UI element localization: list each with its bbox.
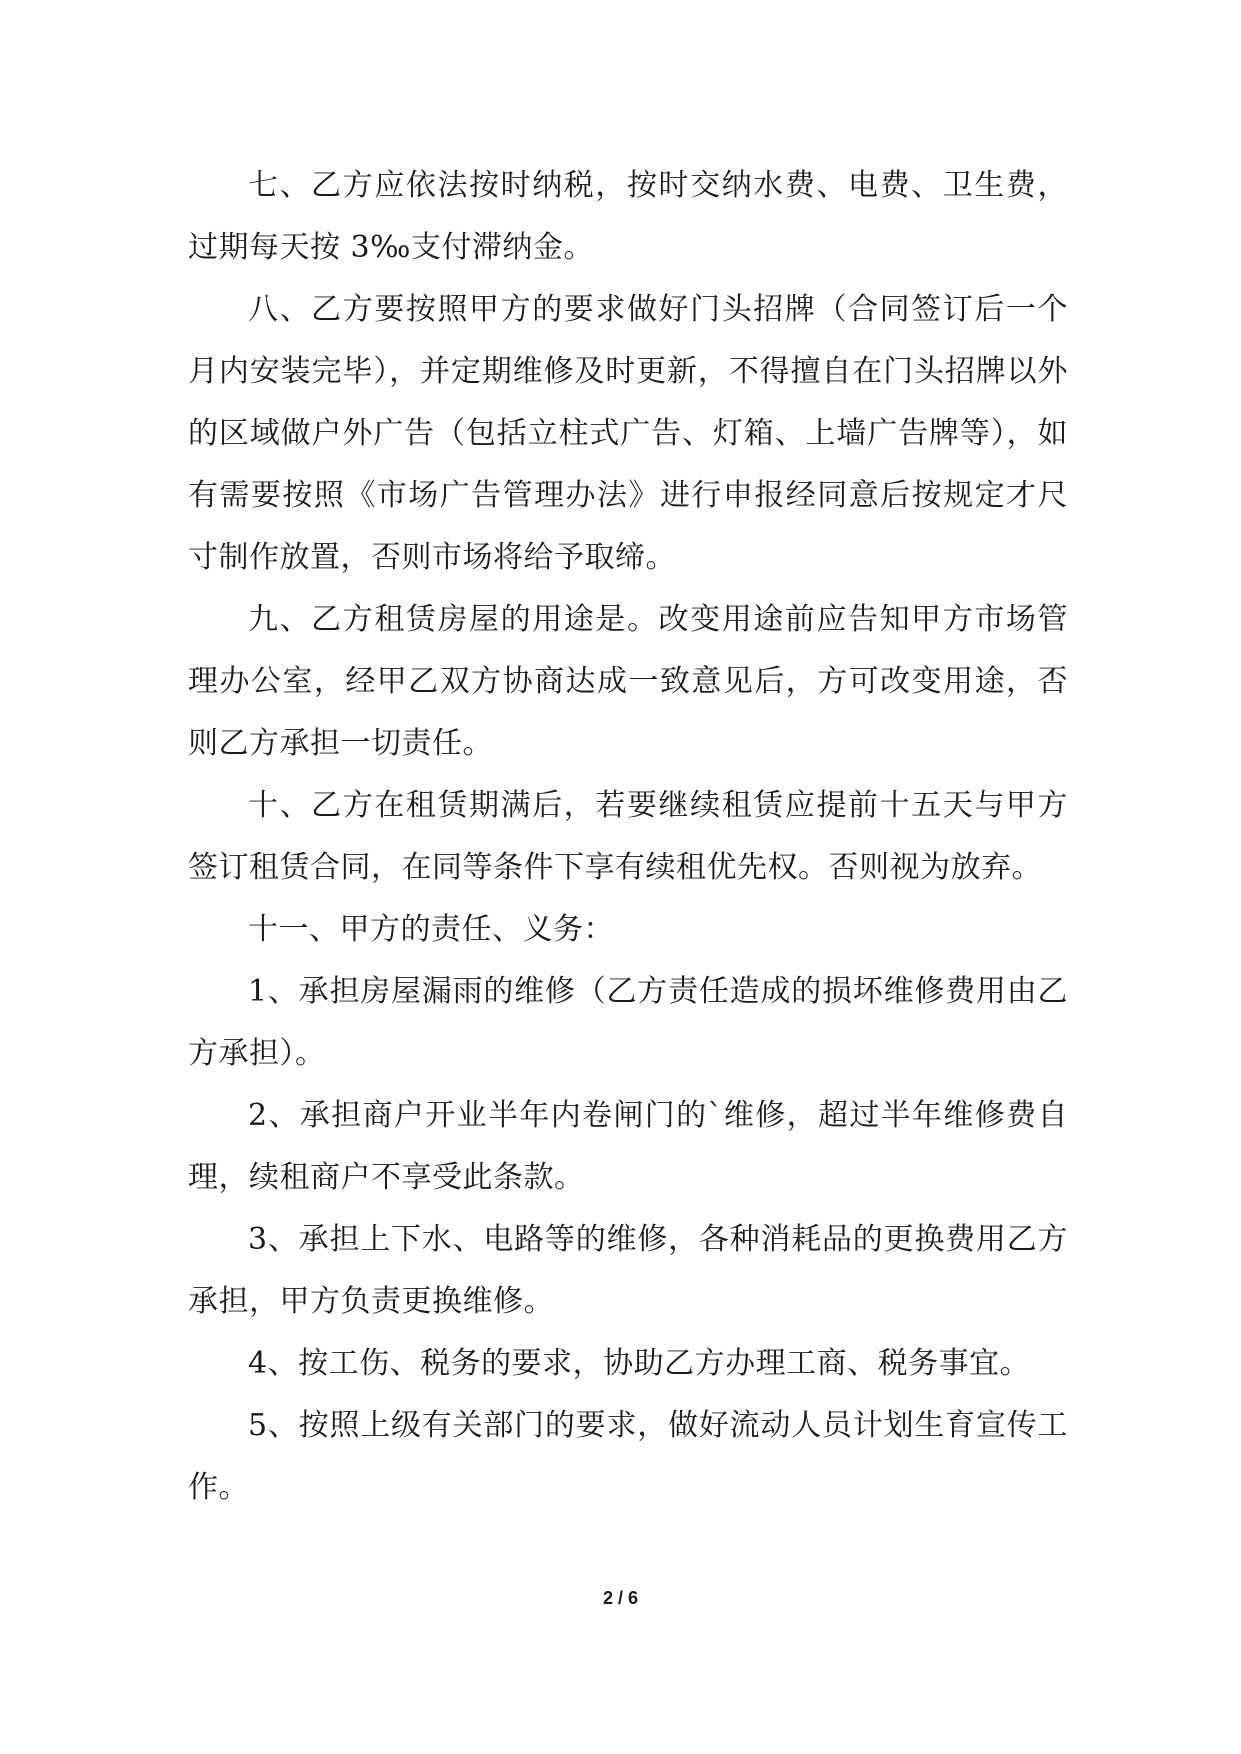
page-number: 2 / 6 xyxy=(602,1588,639,1608)
paragraph-clause-9: 九、乙方租赁房屋的用途是。改变用途前应告知甲方市场管理办公室，经甲乙双方协商达成一致意见后，方可改变用途，否则乙方承担一切责任。 xyxy=(188,602,1068,761)
paragraph-item-5: 5、按照上级有关部门的要求，做好流动人员计划生育宣传工作。 xyxy=(188,1408,1068,1505)
paragraph-clause-10: 十、乙方在租赁期满后，若要继续租赁应提前十五天与甲方签订租赁合同，在同等条件下享有续租优先权。否则视为放弃。 xyxy=(188,788,1068,885)
paragraph-item-4: 4、按工伤、税务的要求，协助乙方办理工商、税务事宜。 xyxy=(248,1346,1031,1381)
document-body xyxy=(188,155,1068,1519)
paragraph-item-1: 1、承担房屋漏雨的维修（乙方责任造成的损坏维修费用由乙方承担）。 xyxy=(188,974,1068,1071)
paragraph-item-2: 2、承担商户开业半年内卷闸门的`维修，超过半年维修费自理，续租商户不享受此条款。 xyxy=(188,1098,1068,1195)
paragraph-clause-7: 七、乙方应依法按时纳税，按时交纳水费、电费、卫生费，过期每天按 3‰支付滞纳金。 xyxy=(188,168,1068,265)
paragraph-clause-11-heading: 十一、甲方的责任、义务： xyxy=(248,912,614,947)
paragraph-item-3: 3、承担上下水、电路等的维修，各种消耗品的更换费用乙方承担，甲方负责更换维修。 xyxy=(188,1222,1068,1319)
paragraph-clause-8: 八、乙方要按照甲方的要求做好门头招牌（合同签订后一个月内安装完毕），并定期维修及时更新，不得擅自在门头招牌以外的区域做户外广告（包括立柱式广告、灯箱、上墙广告牌等），如有需要按照《市场广告管理办法》进行申报经同意后按规定才尺寸制作放置，否则市场将给予取缔。 xyxy=(188,292,1068,575)
